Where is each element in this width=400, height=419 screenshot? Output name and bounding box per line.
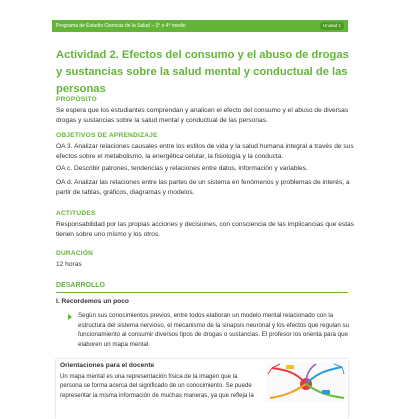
- orientaciones-text: Un mapa mental es una representación física de la imagen que la persona se forma acerca del significado de un conocimiento. Se puede representar la misma información de muchas maneras, ya que refleja la: [60, 373, 254, 399]
- mind-map-icon: [266, 362, 346, 402]
- section-divider: [56, 292, 348, 293]
- proposito-text: Se espera que los estudiantes comprendan y analicen el efecto del consumo y el abuso de diversas drogas y sustancias sobre la salud mental y conductual de las personas.: [56, 107, 349, 124]
- objetivos-heading: OBJETIVOS DE APRENDIZAJE: [56, 132, 158, 139]
- program-label: Programa de Estudio Ciencias de la Salud – 3° o 4° medio: [56, 23, 186, 29]
- recordemos-heading: I. Recordemos un poco: [56, 298, 129, 305]
- duracion-text: 12 horas: [56, 261, 82, 268]
- activity-title: Actividad 2. Efectos del consumo y el abuso de drogas y sustancias sobre la salud mental y conductual de las personas: [56, 49, 349, 95]
- desarrollo-heading: DESARROLLO: [56, 282, 105, 289]
- actitudes-heading: ACTITUDES: [56, 210, 96, 217]
- unit-badge: Unidad 1: [320, 22, 344, 30]
- objective-item: OA 3. Analizar relaciones causales entre los estilos de vida y la salud humana integral a través de sus efectos sobre el metabolismo, la energética celular, la fisiología y la conducta.: [56, 143, 354, 160]
- objective-item: OA d. Analizar las relaciones entre las partes de un sistema en fenómenos y problemas de interés, a partir de tablas, gráficos, diagramas y modelos.: [56, 179, 350, 196]
- mind-map-illustration: [266, 362, 346, 402]
- header-band: [52, 20, 348, 32]
- desarrollo-bullet-text: Según sus conocimientos previos, entre todos elaboran un modelo mental relacionado con la estructura del sistema nervioso, el mecanismo de la sinapsis neuronal y los efectos que regulan su funcionamiento al consumir diversos tipos de drogas o sustancias. El profesor los orienta para que elaboren un mapa mental.: [78, 312, 350, 348]
- orientaciones-title: Orientaciones para el docente: [60, 362, 155, 369]
- actitudes-text: Responsabilidad por las propias acciones y decisiones, con consciencia de las implicancias que estas tienen sobre uno mismo y los otros.: [56, 221, 354, 238]
- objective-item: OA c. Describir patrones, tendencias y relaciones entre datos, información y variables.: [56, 165, 308, 172]
- duracion-heading: DURACIÓN: [56, 250, 94, 257]
- triangle-bullet-icon: [68, 314, 72, 320]
- proposito-heading: PROPÓSITO: [56, 96, 97, 103]
